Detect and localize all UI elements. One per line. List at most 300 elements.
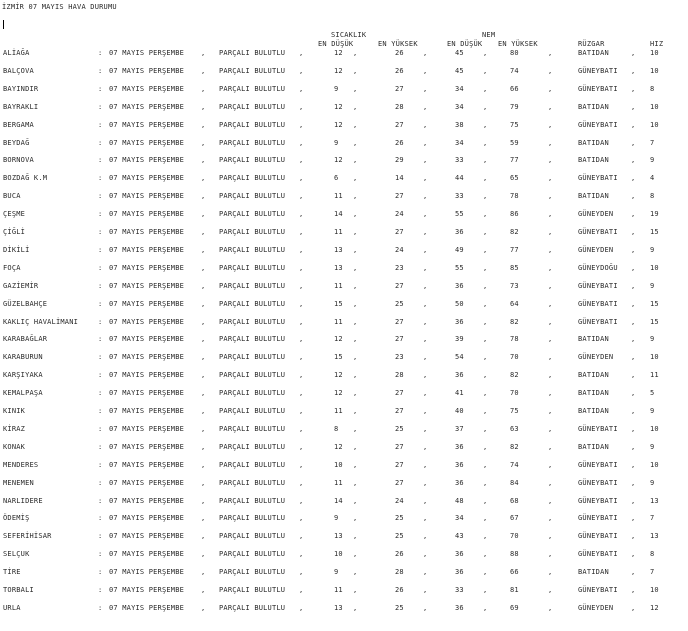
temp-max-value: 27 — [395, 389, 404, 398]
forecast-date: 07 MAYIS PERŞEMBE — [109, 550, 185, 559]
wind-speed-value: 11 — [650, 371, 659, 380]
table-row — [0, 479, 688, 489]
comma-separator: , — [353, 496, 358, 505]
colon-separator: : — [98, 460, 103, 469]
comma-separator: , — [483, 174, 488, 183]
comma-separator: , — [548, 550, 553, 559]
comma-separator: , — [631, 603, 636, 612]
comma-separator: , — [483, 568, 488, 577]
temp-min-value: 9 — [334, 84, 339, 93]
wind-speed-value: 10 — [650, 263, 659, 272]
comma-separator: , — [483, 138, 488, 147]
wind-direction: BATIDAN — [578, 102, 609, 111]
comma-separator: , — [353, 514, 358, 523]
colon-separator: : — [98, 138, 103, 147]
forecast-date: 07 MAYIS PERŞEMBE — [109, 371, 185, 380]
district-name: KONAK — [3, 442, 26, 451]
table-row — [0, 532, 688, 542]
table-row — [0, 514, 688, 524]
temp-min-value: 12 — [334, 120, 343, 129]
colon-separator: : — [98, 66, 103, 75]
comma-separator: , — [201, 299, 206, 308]
comma-separator: , — [201, 210, 206, 219]
comma-separator: , — [423, 156, 428, 165]
wind-speed-value: 9 — [650, 156, 655, 165]
temp-max-value: 27 — [395, 120, 404, 129]
comma-separator: , — [631, 299, 636, 308]
sky-condition: PARÇALI BULUTLU — [219, 84, 286, 93]
colon-separator: : — [98, 371, 103, 380]
comma-separator: , — [423, 49, 428, 57]
temp-min-value: 13 — [334, 245, 343, 254]
forecast-date: 07 MAYIS PERŞEMBE — [109, 407, 185, 415]
forecast-date: 07 MAYIS PERŞEMBE — [109, 281, 185, 290]
hum-min-value: 36 — [455, 371, 464, 380]
hum-min-value: 34 — [455, 102, 464, 111]
comma-separator: , — [548, 299, 553, 308]
hum-min-value: 33 — [455, 156, 464, 165]
temp-max-value: 26 — [395, 66, 404, 75]
comma-separator: , — [483, 210, 488, 219]
wind-direction: GÜNEYBATI — [578, 84, 618, 93]
hum-min-value: 43 — [455, 532, 464, 541]
comma-separator: , — [299, 532, 304, 541]
sky-condition: PARÇALI BULUTLU — [219, 263, 286, 272]
wind-speed-value: 15 — [650, 228, 659, 236]
temp-min-value: 8 — [334, 424, 339, 433]
colon-separator: : — [98, 174, 103, 183]
comma-separator: , — [201, 84, 206, 93]
comma-separator: , — [201, 120, 206, 129]
wind-direction: GÜNEYBATI — [578, 317, 618, 326]
comma-separator: , — [483, 49, 488, 57]
wind-direction: GÜNEYBATI — [578, 514, 618, 523]
hum-max-value: 75 — [510, 120, 519, 129]
comma-separator: , — [483, 532, 488, 541]
comma-separator: , — [631, 335, 636, 344]
comma-separator: , — [548, 424, 553, 433]
comma-separator: , — [201, 496, 206, 505]
hum-min-value: 36 — [455, 603, 464, 612]
hum-min-value: 36 — [455, 281, 464, 290]
table-row — [0, 389, 688, 399]
comma-separator: , — [353, 424, 358, 433]
document-title: İZMİR 07 MAYIS HAVA DURUMU — [2, 3, 117, 11]
comma-separator: , — [201, 586, 206, 594]
comma-separator: , — [423, 568, 428, 577]
comma-separator: , — [631, 586, 636, 594]
colon-separator: : — [98, 603, 103, 612]
temp-min-value: 15 — [334, 299, 343, 308]
hum-min-value: 55 — [455, 263, 464, 272]
forecast-date: 07 MAYIS PERŞEMBE — [109, 496, 185, 505]
colon-separator: : — [98, 317, 103, 326]
comma-separator: , — [353, 299, 358, 308]
district-name: ÇEŞME — [3, 210, 26, 219]
sky-condition: PARÇALI BULUTLU — [219, 460, 286, 469]
hum-min-value: 36 — [455, 442, 464, 451]
temp-max-value: 25 — [395, 514, 404, 523]
comma-separator: , — [631, 353, 636, 362]
hum-max-value: 70 — [510, 532, 519, 541]
forecast-date: 07 MAYIS PERŞEMBE — [109, 84, 185, 93]
wind-direction: GÜNEYBATI — [578, 550, 618, 559]
temp-min-value: 12 — [334, 442, 343, 451]
comma-separator: , — [423, 442, 428, 451]
comma-separator: , — [299, 228, 304, 236]
comma-separator: , — [631, 245, 636, 254]
hum-max-value: 67 — [510, 514, 519, 523]
comma-separator: , — [201, 568, 206, 577]
temp-max-value: 27 — [395, 442, 404, 451]
comma-separator: , — [483, 299, 488, 308]
sky-condition: PARÇALI BULUTLU — [219, 407, 286, 415]
table-row — [0, 335, 688, 345]
comma-separator: , — [201, 102, 206, 111]
hum-max-value: 65 — [510, 174, 519, 183]
hum-min-value: 45 — [455, 49, 464, 57]
colon-separator: : — [98, 353, 103, 362]
comma-separator: , — [353, 49, 358, 57]
comma-separator: , — [201, 460, 206, 469]
wind-direction: GÜNEYBATI — [578, 460, 618, 469]
temp-min-value: 11 — [334, 281, 343, 290]
hum-max-value: 64 — [510, 299, 519, 308]
comma-separator: , — [299, 496, 304, 505]
comma-separator: , — [299, 442, 304, 451]
comma-separator: , — [548, 192, 553, 201]
temp-min-value: 9 — [334, 514, 339, 523]
temp-min-value: 11 — [334, 478, 343, 487]
wind-speed-value: 9 — [650, 407, 655, 415]
hum-min-value: 48 — [455, 496, 464, 505]
wind-direction: BATIDAN — [578, 156, 609, 165]
temp-max-value: 23 — [395, 353, 404, 362]
sky-condition: PARÇALI BULUTLU — [219, 156, 286, 165]
colon-separator: : — [98, 102, 103, 111]
comma-separator: , — [483, 603, 488, 612]
sky-condition: PARÇALI BULUTLU — [219, 66, 286, 75]
temp-max-value: 27 — [395, 228, 404, 236]
temp-max-value: 27 — [395, 460, 404, 469]
comma-separator: , — [353, 66, 358, 75]
comma-separator: , — [201, 138, 206, 147]
comma-separator: , — [299, 389, 304, 398]
comma-separator: , — [483, 66, 488, 75]
comma-separator: , — [201, 371, 206, 380]
comma-separator: , — [201, 407, 206, 415]
comma-separator: , — [548, 138, 553, 147]
forecast-date: 07 MAYIS PERŞEMBE — [109, 317, 185, 326]
sky-condition: PARÇALI BULUTLU — [219, 353, 286, 362]
hum-min-value: 45 — [455, 66, 464, 75]
temp-max-value: 23 — [395, 263, 404, 272]
hum-min-value: 34 — [455, 84, 464, 93]
wind-direction: BATIDAN — [578, 335, 609, 344]
temp-min-value: 12 — [334, 156, 343, 165]
comma-separator: , — [631, 424, 636, 433]
table-row — [0, 461, 688, 471]
wind-speed-value: 7 — [650, 138, 655, 147]
wind-direction: GÜNEYDEN — [578, 603, 614, 612]
wind-direction: BATIDAN — [578, 49, 609, 57]
forecast-date: 07 MAYIS PERŞEMBE — [109, 263, 185, 272]
comma-separator: , — [299, 586, 304, 594]
temp-max-value: 25 — [395, 424, 404, 433]
hum-min-value: 55 — [455, 210, 464, 219]
comma-separator: , — [353, 586, 358, 594]
comma-separator: , — [548, 568, 553, 577]
temp-max-value: 27 — [395, 281, 404, 290]
comma-separator: , — [299, 84, 304, 93]
temp-min-value: 12 — [334, 371, 343, 380]
wind-speed-value: 8 — [650, 550, 655, 559]
comma-separator: , — [548, 49, 553, 57]
comma-separator: , — [483, 317, 488, 326]
forecast-date: 07 MAYIS PERŞEMBE — [109, 335, 185, 344]
district-name: DİKİLİ — [3, 245, 30, 254]
table-row — [0, 156, 688, 166]
comma-separator: , — [201, 281, 206, 290]
comma-separator: , — [631, 66, 636, 75]
comma-separator: , — [299, 192, 304, 201]
forecast-date: 07 MAYIS PERŞEMBE — [109, 174, 185, 183]
hum-max-value: 82 — [510, 371, 519, 380]
comma-separator: , — [548, 514, 553, 523]
temp-max-value: 28 — [395, 568, 404, 577]
wind-speed-value: 4 — [650, 174, 655, 183]
colon-separator: : — [98, 478, 103, 487]
district-name: BERGAMA — [3, 120, 34, 129]
comma-separator: , — [353, 603, 358, 612]
sky-condition: PARÇALI BULUTLU — [219, 550, 286, 559]
district-name: BEYDAĞ — [3, 138, 30, 147]
wind-direction: GÜNEYDEN — [578, 245, 614, 254]
comma-separator: , — [631, 49, 636, 57]
sky-condition: PARÇALI BULUTLU — [219, 478, 286, 487]
colon-separator: : — [98, 299, 103, 308]
wind-direction: GÜNEYBATI — [578, 478, 618, 487]
comma-separator: , — [201, 514, 206, 523]
wind-speed-value: 10 — [650, 424, 659, 433]
comma-separator: , — [548, 407, 553, 415]
wind-speed-value: 10 — [650, 49, 659, 57]
comma-separator: , — [353, 120, 358, 129]
comma-separator: , — [631, 156, 636, 165]
hum-min-value: 39 — [455, 335, 464, 344]
comma-separator: , — [631, 102, 636, 111]
comma-separator: , — [423, 460, 428, 469]
comma-separator: , — [483, 353, 488, 362]
hum-min-value: 38 — [455, 120, 464, 129]
temp-max-value: 27 — [395, 192, 404, 201]
comma-separator: , — [548, 496, 553, 505]
table-row — [0, 85, 688, 95]
colon-separator: : — [98, 263, 103, 272]
temp-max-value: 27 — [395, 317, 404, 326]
hum-min-value: 36 — [455, 228, 464, 236]
comma-separator: , — [299, 550, 304, 559]
forecast-date: 07 MAYIS PERŞEMBE — [109, 353, 185, 362]
comma-separator: , — [353, 550, 358, 559]
wind-direction: BATIDAN — [578, 371, 609, 380]
comma-separator: , — [299, 460, 304, 469]
sky-condition: PARÇALI BULUTLU — [219, 210, 286, 219]
hum-max-value: 68 — [510, 496, 519, 505]
wind-direction: BATIDAN — [578, 389, 609, 398]
temp-max-value: 27 — [395, 335, 404, 344]
comma-separator: , — [483, 424, 488, 433]
comma-separator: , — [483, 389, 488, 398]
comma-separator: , — [548, 586, 553, 594]
hum-min-value: 36 — [455, 460, 464, 469]
wind-speed-value: 15 — [650, 317, 659, 326]
comma-separator: , — [353, 335, 358, 344]
colon-separator: : — [98, 568, 103, 577]
colon-separator: : — [98, 532, 103, 541]
comma-separator: , — [353, 84, 358, 93]
comma-separator: , — [299, 156, 304, 165]
wind-direction: GÜNEYDEN — [578, 353, 614, 362]
hum-max-value: 85 — [510, 263, 519, 272]
wind-speed-value: 15 — [650, 299, 659, 308]
hum-max-value: 79 — [510, 102, 519, 111]
comma-separator: , — [548, 174, 553, 183]
comma-separator: , — [631, 478, 636, 487]
comma-separator: , — [423, 174, 428, 183]
comma-separator: , — [423, 84, 428, 93]
comma-separator: , — [423, 371, 428, 380]
comma-separator: , — [201, 245, 206, 254]
comma-separator: , — [631, 317, 636, 326]
colon-separator: : — [98, 586, 103, 594]
table-row — [0, 353, 688, 363]
sky-condition: PARÇALI BULUTLU — [219, 389, 286, 398]
hum-min-value: 36 — [455, 550, 464, 559]
wind-direction: BATIDAN — [578, 568, 609, 577]
district-name: URLA — [3, 603, 21, 612]
temp-max-value: 26 — [395, 586, 404, 594]
table-row — [0, 586, 688, 596]
sky-condition: PARÇALI BULUTLU — [219, 568, 286, 577]
hum-max-value: 70 — [510, 353, 519, 362]
hum-min-value: 33 — [455, 192, 464, 201]
comma-separator: , — [353, 442, 358, 451]
wind-direction: GÜNEYBATI — [578, 424, 618, 433]
wind-speed-value: 9 — [650, 245, 655, 254]
colon-separator: : — [98, 192, 103, 201]
hum-min-value: 54 — [455, 353, 464, 362]
temp-min-value: 12 — [334, 102, 343, 111]
comma-separator: , — [631, 442, 636, 451]
comma-separator: , — [631, 532, 636, 541]
district-name: KAKLIÇ HAVALİMANI — [3, 317, 79, 326]
comma-separator: , — [423, 210, 428, 219]
district-name: SEFERİHİSAR — [3, 532, 52, 541]
wind-speed-value: 10 — [650, 120, 659, 129]
colon-separator: : — [98, 496, 103, 505]
hum-min-value: 34 — [455, 138, 464, 147]
comma-separator: , — [201, 550, 206, 559]
hum-min-value: 41 — [455, 389, 464, 398]
comma-separator: , — [483, 442, 488, 451]
header-speed: HIZ — [650, 40, 664, 48]
table-row — [0, 604, 688, 614]
forecast-date: 07 MAYIS PERŞEMBE — [109, 478, 185, 487]
comma-separator: , — [631, 228, 636, 236]
hum-max-value: 66 — [510, 84, 519, 93]
comma-separator: , — [548, 603, 553, 612]
wind-speed-value: 7 — [650, 514, 655, 523]
comma-separator: , — [483, 478, 488, 487]
comma-separator: , — [299, 603, 304, 612]
temp-max-value: 27 — [395, 478, 404, 487]
hum-max-value: 70 — [510, 389, 519, 398]
sky-condition: PARÇALI BULUTLU — [219, 299, 286, 308]
comma-separator: , — [548, 478, 553, 487]
comma-separator: , — [353, 156, 358, 165]
comma-separator: , — [201, 174, 206, 183]
district-name: MENEMEN — [3, 478, 34, 487]
forecast-date: 07 MAYIS PERŞEMBE — [109, 120, 185, 129]
comma-separator: , — [423, 138, 428, 147]
colon-separator: : — [98, 335, 103, 344]
temp-min-value: 9 — [334, 138, 339, 147]
comma-separator: , — [631, 496, 636, 505]
comma-separator: , — [423, 353, 428, 362]
comma-separator: , — [353, 407, 358, 415]
comma-separator: , — [631, 210, 636, 219]
wind-direction: BATIDAN — [578, 192, 609, 201]
comma-separator: , — [353, 532, 358, 541]
wind-speed-value: 7 — [650, 568, 655, 577]
district-name: TORBALI — [3, 586, 34, 594]
comma-separator: , — [631, 192, 636, 201]
temp-max-value: 26 — [395, 550, 404, 559]
hum-min-value: 49 — [455, 245, 464, 254]
comma-separator: , — [423, 245, 428, 254]
comma-separator: , — [548, 532, 553, 541]
wind-speed-value: 19 — [650, 210, 659, 219]
wind-direction: GÜNEYDOĞU — [578, 263, 618, 272]
comma-separator: , — [483, 120, 488, 129]
comma-separator: , — [201, 532, 206, 541]
comma-separator: , — [201, 603, 206, 612]
comma-separator: , — [299, 407, 304, 415]
temp-max-value: 24 — [395, 210, 404, 219]
forecast-date: 07 MAYIS PERŞEMBE — [109, 102, 185, 111]
sky-condition: PARÇALI BULUTLU — [219, 371, 286, 380]
comma-separator: , — [423, 478, 428, 487]
district-name: KARABAĞLAR — [3, 335, 48, 344]
comma-separator: , — [483, 156, 488, 165]
header-wind: RÜZGAR — [578, 40, 605, 48]
comma-separator: , — [299, 353, 304, 362]
wind-speed-value: 9 — [650, 335, 655, 344]
sky-condition: PARÇALI BULUTLU — [219, 424, 286, 433]
comma-separator: , — [631, 174, 636, 183]
district-name: BUCA — [3, 192, 21, 201]
hum-max-value: 84 — [510, 478, 519, 487]
sky-condition: PARÇALI BULUTLU — [219, 603, 286, 612]
wind-direction: GÜNEYBATI — [578, 532, 618, 541]
sky-condition: PARÇALI BULUTLU — [219, 281, 286, 290]
colon-separator: : — [98, 84, 103, 93]
temp-max-value: 27 — [395, 407, 404, 415]
comma-separator: , — [423, 496, 428, 505]
comma-separator: , — [201, 424, 206, 433]
comma-separator: , — [299, 281, 304, 290]
